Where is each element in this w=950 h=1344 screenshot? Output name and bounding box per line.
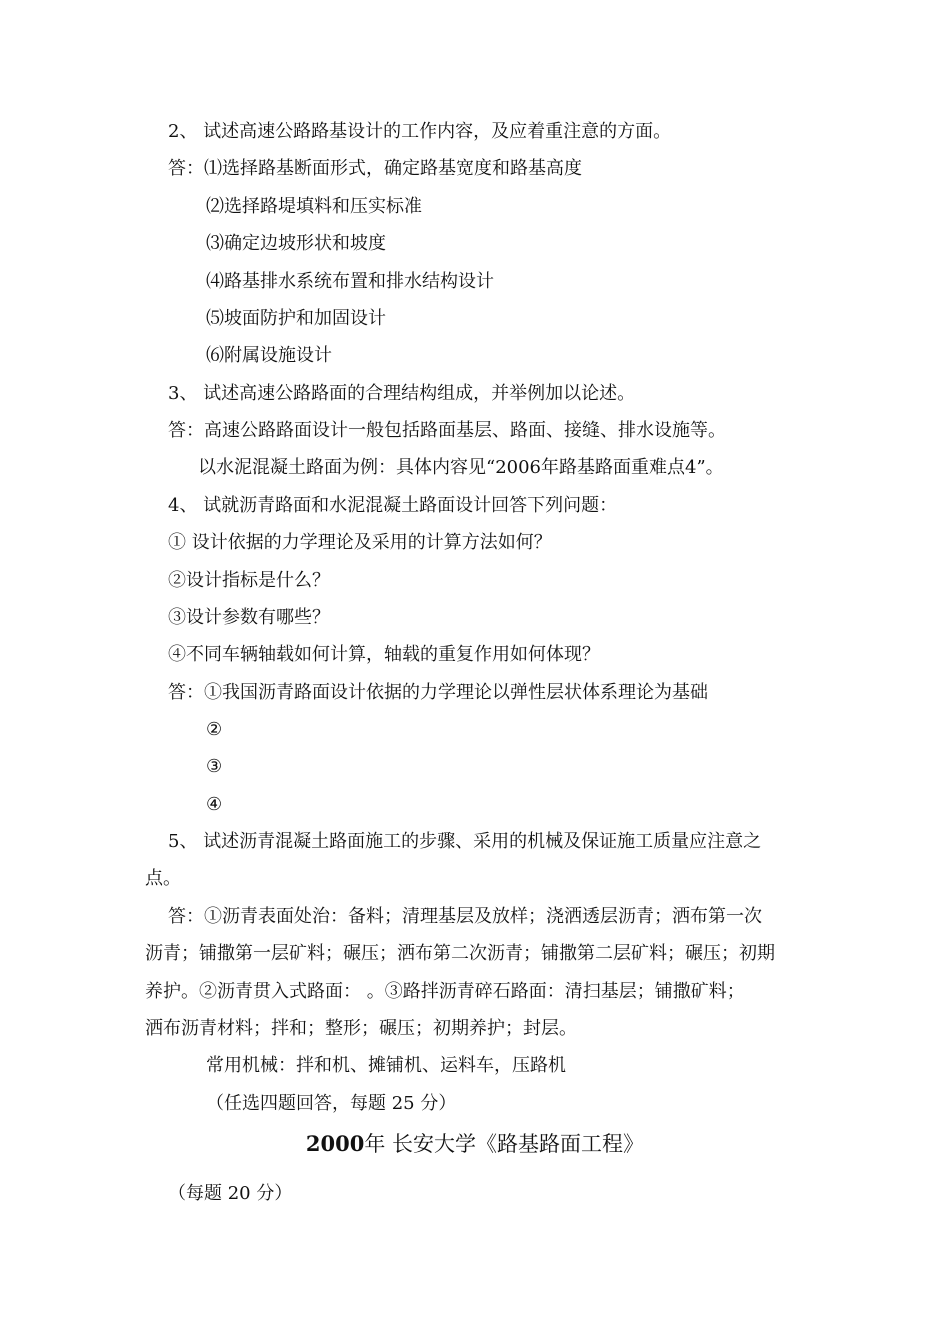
- answer-3-example: 以水泥混凝土路面为例：具体内容见“2006年路基路面重难点4”。: [198, 457, 724, 478]
- exam-title-year: 2000: [305, 1131, 365, 1156]
- question-4: 4、 试就沥青路面和水泥混凝土路面设计回答下列问题：: [168, 495, 618, 516]
- question-4-sub: ②设计指标是什么？: [168, 570, 330, 591]
- answer-5-line: 答：①沥青表面处治：备料；清理基层及放样；浇洒透层沥青；洒布第一次: [168, 906, 762, 927]
- answer-2-item: ⑶确定边坡形状和坡度: [206, 233, 386, 254]
- exam-title-text: 年 长安大学《路基路面工程》: [364, 1132, 645, 1156]
- answer-2-item: ⑷路基排水系统布置和排水结构设计: [206, 271, 494, 292]
- answer-2-item: ⑸坡面防护和加固设计: [206, 308, 386, 329]
- answer-4-mark: ③: [206, 756, 223, 777]
- answer-5-line: 洒布沥青材料；拌和；整形；碾压；初期养护；封层。: [145, 1018, 577, 1039]
- answer-4-mark: ②: [206, 719, 223, 740]
- answer-4-intro: 答：①我国沥青路面设计依据的力学理论以弹性层状体系理论为基础: [168, 682, 708, 703]
- question-3: 3、 试述高速公路路面的合理结构组成，并举例加以论述。: [168, 383, 636, 404]
- question-5-line: 5、 试述沥青混凝土路面施工的步骤、采用的机械及保证施工质量应注意之: [168, 831, 762, 852]
- question-2: 2、 试述高速公路路基设计的工作内容，及应着重注意的方面。: [168, 121, 672, 142]
- question-5-line: 点。: [145, 868, 181, 889]
- answer-2-item: ⑹附属设施设计: [206, 345, 332, 366]
- answer-5-line: 养护。②沥青贯入式路面： 。③路拌沥青碎石路面：清扫基层；铺撒矿料；: [145, 981, 745, 1002]
- question-4-sub: ③设计参数有哪些？: [168, 607, 330, 628]
- answer-2-item: ⑵选择路堤填料和压实标准: [206, 196, 422, 217]
- answer-5-machinery: 常用机械：拌和机、摊铺机、运料车，压路机: [206, 1055, 566, 1076]
- question-4-sub: ④不同车辆轴载如何计算，轴载的重复作用如何体现？: [168, 644, 600, 665]
- answer-4-mark: ④: [206, 794, 223, 815]
- answer-2-intro: 答：⑴选择路基断面形式，确定路基宽度和路基高度: [168, 158, 582, 179]
- score-note: （每题 20 分）: [168, 1183, 293, 1204]
- answer-3: 答：高速公路路面设计一般包括路面基层、路面、接缝、排水设施等。: [168, 420, 726, 441]
- exam-note: （任选四题回答，每题 25 分）: [206, 1093, 457, 1114]
- question-4-sub: ① 设计依据的力学理论及采用的计算方法如何？: [168, 532, 552, 553]
- exam-title: [0, 1130, 950, 1158]
- answer-5-line: 沥青；铺撒第一层矿料；碾压；洒布第二次沥青；铺撒第二层矿料；碾压；初期: [145, 943, 775, 964]
